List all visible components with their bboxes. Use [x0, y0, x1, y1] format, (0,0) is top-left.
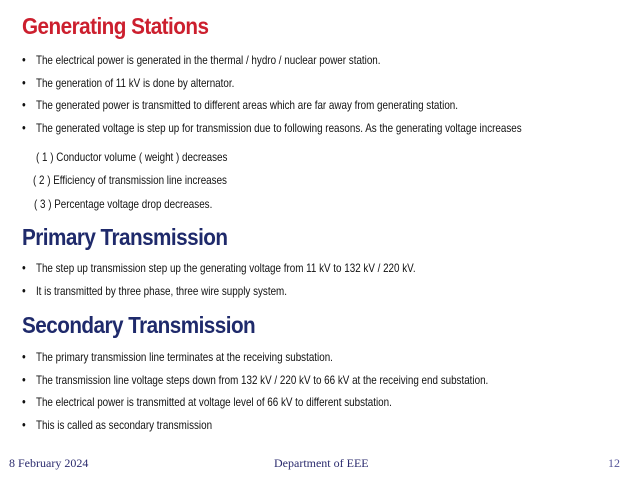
list-item: • The electrical power is transmitted at voltage level of 66 kV to different substation. [22, 391, 488, 414]
list-item: • The generated voltage is step up for transmission due to following reasons. As the generating voltage increases [22, 117, 522, 140]
slide-number: 12 [608, 456, 620, 470]
generating-stations-bullets [22, 49, 522, 139]
primary-transmission-bullets [22, 257, 416, 302]
list-item: • The transmission line voltage steps down from 132 kV / 220 kV to 66 kV at the receiving end substation. [22, 369, 488, 392]
list-item: • The primary transmission line terminates at the receiving substation. [22, 346, 488, 369]
sub-item-reason-2: ( 2 ) Efficiency of transmission line increases [33, 173, 227, 187]
list-item: • The step up transmission step up the generating voltage from 11 kV to 132 kV / 220 kV. [22, 257, 416, 280]
list-item: • It is transmitted by three phase, three wire supply system. [22, 280, 416, 303]
section-title-generating-stations: Generating Stations [22, 13, 209, 39]
list-item: • The generation of 11 kV is done by alternator. [22, 72, 522, 95]
list-item: • The generated power is transmitted to different areas which are far away from generating station. [22, 94, 522, 117]
footer-department: Department of EEE [274, 456, 369, 470]
sub-item-reason-1: ( 1 ) Conductor volume ( weight ) decreases [36, 150, 228, 164]
footer-date: 8 February 2024 [9, 456, 89, 470]
secondary-transmission-bullets [22, 346, 488, 436]
section-title-secondary-transmission: Secondary Transmission [22, 312, 256, 338]
list-item: • The electrical power is generated in the thermal / hydro / nuclear power station. [22, 49, 522, 72]
section-title-primary-transmission: Primary Transmission [22, 224, 228, 250]
sub-item-reason-3: ( 3 ) Percentage voltage drop decreases. [34, 197, 213, 211]
list-item: • This is called as secondary transmission [22, 414, 488, 437]
